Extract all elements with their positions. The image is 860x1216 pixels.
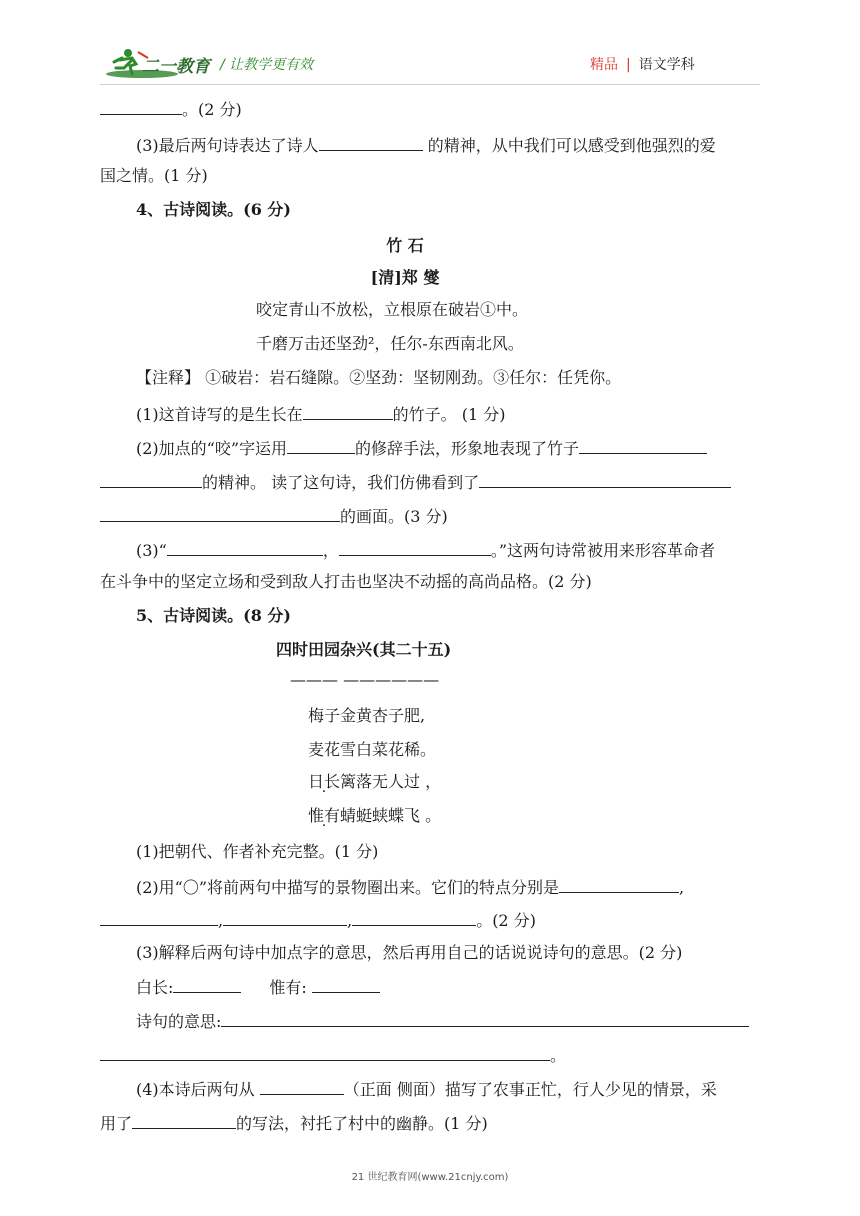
poem-2-line-2: 麦花雪白菜花稀。	[308, 740, 437, 759]
page-footer: 21 世纪教育网(www.21cnjy.com)	[351, 1172, 509, 1183]
poem-2-line-4: 惟有蜻蜓蛱蝶飞 。	[308, 806, 442, 825]
question-5-3: (3)解释后两句诗中加点字的意思，然后再用自己的话说说诗句的意思。(2 分)	[136, 943, 683, 962]
answer-blank[interactable]	[287, 437, 355, 454]
poem-1-author: [清]郑 燮	[370, 268, 440, 287]
answer-blank[interactable]	[479, 471, 731, 488]
answer-blank[interactable]	[260, 1078, 344, 1095]
answer-blank[interactable]	[579, 437, 707, 454]
poem-2-author-blank: ——— ——————	[290, 670, 440, 689]
answer-blank[interactable]	[221, 1010, 749, 1027]
question-4-1: (1)这首诗写的是生长在 的竹子。 (1 分)	[136, 405, 506, 424]
question-4-3-cont: 在斗争中的坚定立场和受到敌人打击也坚决不动摇的高尚品格。(2 分)	[100, 572, 592, 591]
poem-1-title: 竹 石	[386, 236, 424, 255]
question-5-2-cont: , , 。(2 分)	[100, 909, 536, 931]
dotted-word: 日长	[308, 772, 341, 791]
header-rule	[100, 84, 760, 85]
question-4-3: (3)“ ， 。”这两句诗常被用来形容革命者	[136, 541, 716, 560]
answer-blank[interactable]	[100, 1044, 550, 1061]
question-3-3: (3)最后两句诗表达了诗人 的精神，从中我们可以感受到他强烈的爱	[136, 136, 716, 155]
header-subject	[590, 54, 695, 74]
slogan: / 让教学更有效	[220, 57, 314, 73]
answer-blank[interactable]	[339, 539, 491, 556]
question-5-4-cont: 用了 的写法，衬托了村中的幽静。(1 分)	[100, 1114, 488, 1133]
answer-blank[interactable]	[312, 976, 380, 993]
premium-badge: 精品	[590, 57, 618, 73]
poem-1-line-1: 咬定青山不放松，立根原在破岩①中。	[256, 300, 529, 319]
dotted-word: 惟有	[308, 806, 341, 825]
logo	[102, 46, 234, 82]
answer-blank[interactable]	[559, 876, 679, 893]
poem-1-notes: 【注释】 ①破岩：岩石缝隙。②坚劲：坚韧刚劲。③任尔：任凭你。	[136, 368, 622, 387]
answer-blank[interactable]	[173, 976, 241, 993]
answer-blank[interactable]	[352, 909, 476, 926]
answer-blank[interactable]	[167, 539, 323, 556]
answer-blank[interactable]	[100, 909, 218, 926]
question-4-2: (2)加点的“咬”字运用 的修辞手法，形象地表现了竹子	[136, 437, 707, 459]
logo-text: 二一教育	[142, 57, 210, 77]
poem-2-line-1: 梅子金黄杏子肥,	[308, 706, 426, 725]
question-5-2: (2)用“〇”将前两句中描写的景物圈出来。它们的特点分别是 ,	[136, 878, 685, 897]
question-4-heading: 4、古诗阅读。(6 分)	[136, 200, 291, 219]
header-separator: |	[626, 57, 631, 73]
answer-blank[interactable]	[132, 1112, 236, 1129]
question-5-3-meaning: 诗句的意思:	[136, 1010, 749, 1032]
answer-blank[interactable]	[319, 134, 423, 151]
question-5-4: (4)本诗后两句从 （正面 侧面）描写了农事正忙，行人少见的情景，采	[136, 1080, 717, 1099]
answer-line-top: 。(2 分)	[100, 98, 242, 120]
poem-1-line-2: 千磨万击还坚劲²，任尔-东西南北风。	[256, 334, 524, 353]
subject-label: 语文学科	[638, 57, 695, 73]
answer-blank[interactable]	[100, 98, 182, 115]
question-3-3-cont: 国之情。(1 分)	[100, 166, 208, 185]
question-5-3-words: 白长: 惟有:	[136, 976, 380, 998]
answer-blank[interactable]	[100, 471, 202, 488]
question-5-3-meaning-cont: 。	[100, 1044, 566, 1066]
answer-blank[interactable]	[303, 403, 393, 420]
poem-2-line-3: 日长篱落无人过 ，	[308, 772, 442, 791]
question-4-2-cont2: 的画面。(3 分)	[100, 505, 448, 527]
question-5-1: (1)把朝代、作者补充完整。(1 分)	[136, 842, 379, 861]
question-5-heading: 5、古诗阅读。(8 分)	[136, 606, 291, 625]
answer-blank[interactable]	[100, 505, 340, 522]
page-header	[0, 0, 860, 90]
question-4-2-cont: 的精神。 读了这句诗，我们仿佛看到了	[100, 471, 731, 493]
answer-blank[interactable]	[223, 909, 347, 926]
poem-2-title: 四时田园杂兴(其二十五)	[276, 640, 452, 659]
